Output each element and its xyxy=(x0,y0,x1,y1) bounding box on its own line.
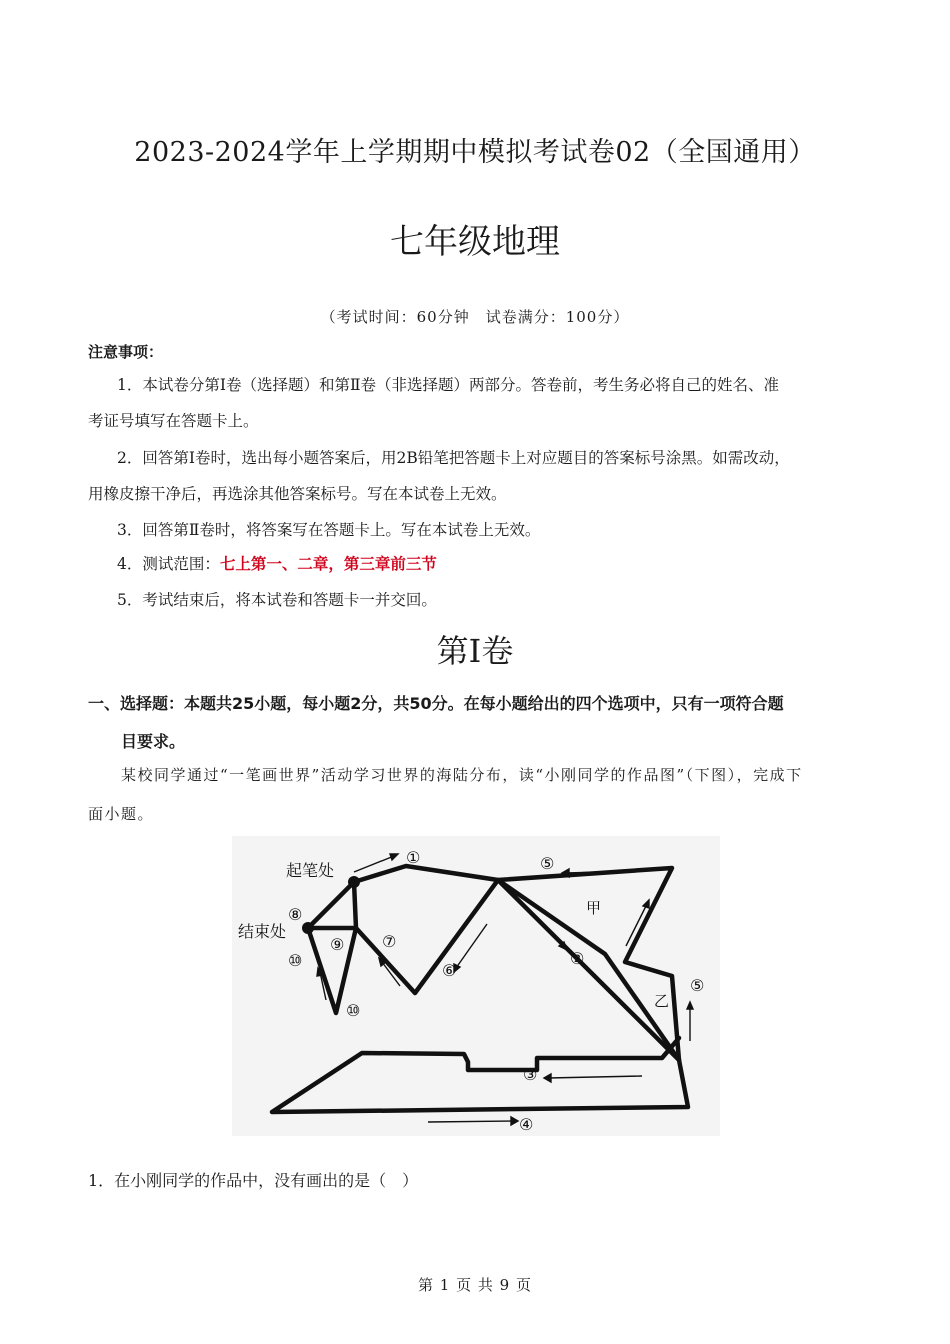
question-intro: 某校同学通过“一笔画世界”活动学习世界的海陆分布，读“小刚同学的作品图”（下图），完成下 xyxy=(121,766,803,784)
start-point xyxy=(348,876,360,888)
exam-title: 2023-2024学年上学期期中模拟考试卷02（全国通用） xyxy=(134,137,816,168)
label-10a: ⑩ xyxy=(288,951,303,970)
notice-item-2-cont: 用橡皮擦干净后，再选涂其他答案标号。写在本试卷上无效。 xyxy=(88,485,507,503)
notice-item-5-text: 考试结束后，将本试卷和答题卡一并交回。 xyxy=(142,591,437,609)
end-label: 结束处 xyxy=(238,922,287,941)
question-1: 1．在小刚同学的作品中，没有画出的是（ ） xyxy=(88,1171,419,1190)
notice-item-1-text: 本试卷分第Ⅰ卷（选择题）和第Ⅱ卷（非选择题）两部分。答卷前，考生务必将自己的姓名、准 xyxy=(142,376,780,394)
exam-info: （考试时间：60分钟 试卷满分：100分） xyxy=(320,308,630,326)
label-7: ⑦ xyxy=(382,932,397,951)
notice-item-2-text: 回答第Ⅰ卷时，选出每小题答案后，用2B铅笔把答题卡上对应题目的答案标号涂黑。如需改动， xyxy=(142,449,790,467)
label-yi: 乙 xyxy=(654,992,670,1010)
label-1: ① xyxy=(406,848,421,867)
notice-title: 注意事项： xyxy=(88,343,164,361)
notice-item-3-text: 回答第Ⅱ卷时，将答案写在答题卡上。写在本试卷上无效。 xyxy=(142,521,541,539)
label-5b: ⑤ xyxy=(690,976,705,995)
label-2: ② xyxy=(570,949,585,968)
notice-item-1 xyxy=(117,367,779,403)
section-title: 第Ⅰ卷 xyxy=(436,632,514,670)
page-footer: 第 1 页 共 9 页 xyxy=(418,1276,532,1294)
label-4: ④ xyxy=(519,1115,534,1134)
notice-item-2 xyxy=(117,440,790,476)
label-jia: 甲 xyxy=(586,899,602,917)
section-heading-cont: 目要求。 xyxy=(121,732,186,751)
notice-item-4-num: 4． xyxy=(117,555,143,573)
question-intro-cont: 面小题。 xyxy=(88,805,155,823)
notice-item-1-cont: 考证号填写在答题卡上。 xyxy=(88,412,259,430)
notice-item-3-num: 3． xyxy=(117,521,143,539)
end-point xyxy=(302,922,314,934)
label-9: ⑨ xyxy=(330,935,345,954)
notice-item-5 xyxy=(117,582,437,618)
subject-title: 七年级地理 xyxy=(390,222,560,262)
notice-item-4-prefix: 测试范围： xyxy=(142,555,220,573)
test-scope-highlight: 七上第一、二章，第三章前三节 xyxy=(219,555,437,573)
label-10b: ⑩ xyxy=(346,1001,361,1020)
label-6: ⑥ xyxy=(442,961,457,980)
label-3: ③ xyxy=(523,1065,538,1084)
section-heading: 一、选择题：本题共25小题，每小题2分，共50分。在每小题给出的四个选项中，只有一项符合题 xyxy=(88,694,784,713)
notice-item-1-num: 1． xyxy=(117,376,143,394)
notice-item-2-num: 2． xyxy=(117,449,143,467)
label-8: ⑧ xyxy=(288,905,303,924)
notice-item-3 xyxy=(117,512,540,548)
label-5a: ⑤ xyxy=(540,854,555,873)
start-label: 起笔处 xyxy=(286,861,335,880)
notice-item-4 xyxy=(117,546,437,582)
notice-item-5-num: 5． xyxy=(117,591,143,609)
one-stroke-world-figure xyxy=(232,836,720,1136)
